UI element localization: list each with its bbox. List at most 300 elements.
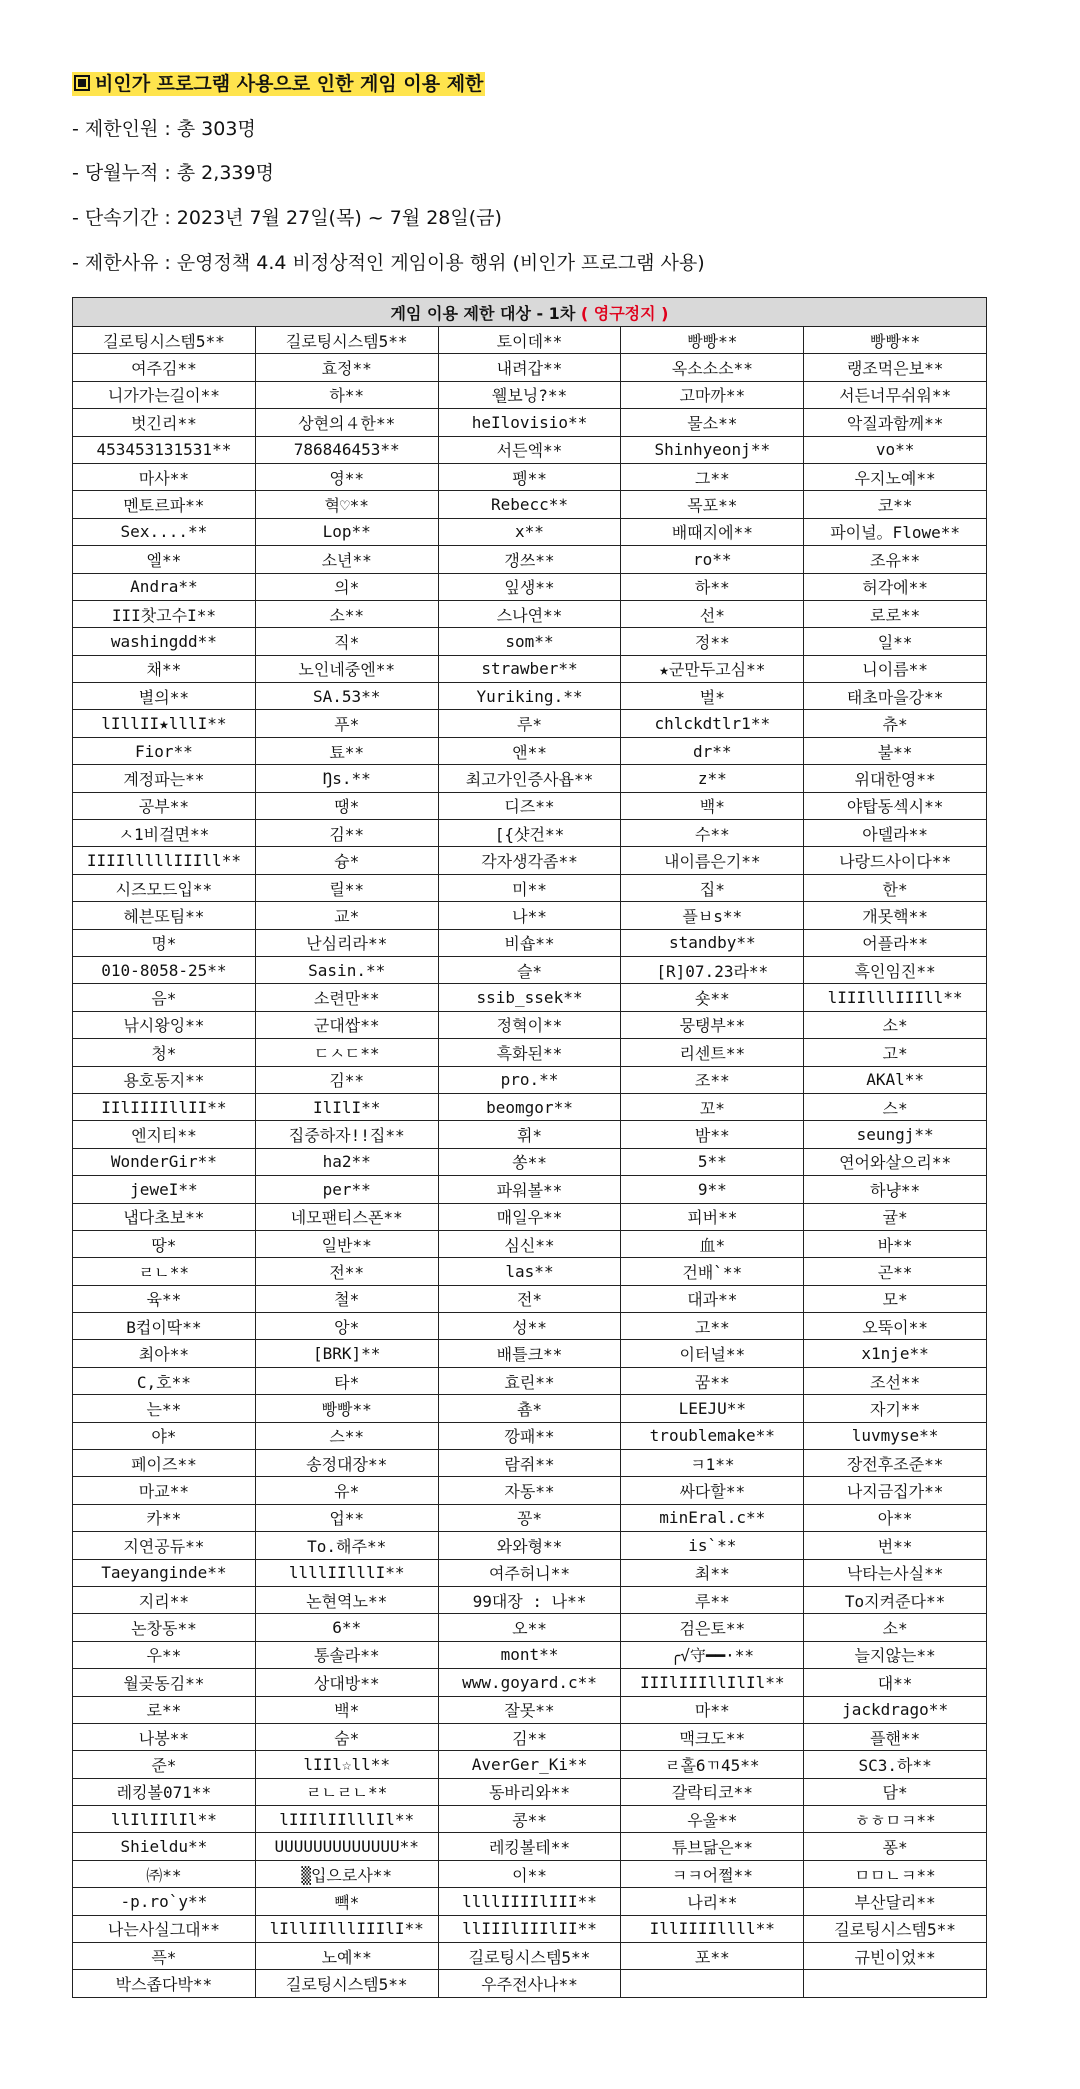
table-cell: AKAl**	[804, 1066, 987, 1093]
table-cell: Shieldu**	[73, 1833, 256, 1860]
table-cell: 고마까**	[621, 381, 804, 408]
table-cell: 유*	[255, 1477, 438, 1504]
table-cell: UUUUUUUUUUUUU**	[255, 1833, 438, 1860]
table-cell: [BRK]**	[255, 1340, 438, 1367]
table-row	[73, 1148, 987, 1175]
table-row	[73, 546, 987, 573]
table-row	[73, 1559, 987, 1586]
table-cell: 집중하자!!집**	[255, 1121, 438, 1148]
table-cell: x1nje**	[804, 1340, 987, 1367]
table-cell: 오**	[438, 1614, 621, 1641]
table-cell: 최고가인증사욥**	[438, 765, 621, 792]
table-row	[73, 1833, 987, 1860]
table-cell: 웰보닝?**	[438, 381, 621, 408]
table-cell: 영**	[255, 463, 438, 490]
table-cell: To.해주**	[255, 1532, 438, 1559]
table-row	[73, 1313, 987, 1340]
table-cell: 길로팅시스템5**	[255, 327, 438, 354]
table-cell: 길로팅시스템5**	[438, 1943, 621, 1970]
table-cell: 길로팅시스템5**	[255, 1970, 438, 1997]
table-cell: 오뚝이**	[804, 1313, 987, 1340]
table-cell: Yuriking.**	[438, 683, 621, 710]
table-cell: 소*	[804, 1614, 987, 1641]
table-cell: 한*	[804, 874, 987, 901]
table-cell: 이**	[438, 1860, 621, 1887]
table-cell: 릴**	[255, 874, 438, 901]
table-cell: 플핸**	[804, 1723, 987, 1750]
table-cell: 모*	[804, 1285, 987, 1312]
table-cell: 채**	[73, 655, 256, 682]
table-row	[73, 1176, 987, 1203]
table-cell: seungj**	[804, 1121, 987, 1148]
table-cell: 펭**	[438, 463, 621, 490]
table-cell: 숏**	[621, 984, 804, 1011]
table-cell: IlIlI**	[255, 1093, 438, 1120]
notice-title	[72, 72, 485, 96]
table-cell: 연어와살으리**	[804, 1148, 987, 1175]
table-cell: lIIIlIIlllIl**	[255, 1806, 438, 1833]
table-cell: chlckdtlr1**	[621, 710, 804, 737]
table-cell: 바**	[804, 1230, 987, 1257]
table-row	[73, 1614, 987, 1641]
table-cell: 소**	[255, 600, 438, 627]
table-cell: 하**	[621, 573, 804, 600]
table-cell: 정**	[621, 628, 804, 655]
table-cell: 슬*	[438, 956, 621, 983]
table-cell: 계정파는**	[73, 765, 256, 792]
table-cell: beomgor**	[438, 1093, 621, 1120]
table-cell: 네모팬티스폰**	[255, 1203, 438, 1230]
table-row	[73, 518, 987, 545]
table-cell: III찻고수I**	[73, 600, 256, 627]
table-cell: Fior**	[73, 737, 256, 764]
table-cell: 교*	[255, 902, 438, 929]
table-cell: 배때지에**	[621, 518, 804, 545]
table-row	[73, 409, 987, 436]
table-cell: [{샷건**	[438, 820, 621, 847]
table-cell: 춈*	[438, 1395, 621, 1422]
table-row	[73, 792, 987, 819]
table-cell: llIIIlIIIlII**	[438, 1915, 621, 1942]
table-cell: 픅*	[73, 1943, 256, 1970]
table-cell: 악질과함께**	[804, 409, 987, 436]
table-cell: 내려갑**	[438, 354, 621, 381]
table-cell: 소년**	[255, 546, 438, 573]
table-cell: 나리**	[621, 1888, 804, 1915]
table-cell: 의*	[255, 573, 438, 600]
table-cell: 어플라**	[804, 929, 987, 956]
table-cell: 야*	[73, 1422, 256, 1449]
table-cell: 월곶동김**	[73, 1669, 256, 1696]
table-cell	[621, 1970, 804, 1997]
table-row	[73, 436, 987, 463]
table-cell: 혁♡**	[255, 491, 438, 518]
table-cell: ㅋㅋ어쩔**	[621, 1860, 804, 1887]
table-cell: 통솔라**	[255, 1641, 438, 1668]
table-cell: 9**	[621, 1176, 804, 1203]
table-cell: 동바리와**	[438, 1778, 621, 1805]
table-cell: 빵빵**	[255, 1395, 438, 1422]
table-cell: 스나연**	[438, 600, 621, 627]
table-row	[73, 1915, 987, 1942]
table-row	[73, 1258, 987, 1285]
table-cell: 파이널。Flowe**	[804, 518, 987, 545]
table-cell: 성**	[438, 1313, 621, 1340]
table-cell: 길로팅시스템5**	[804, 1915, 987, 1942]
table-row	[73, 1066, 987, 1093]
table-row	[73, 491, 987, 518]
table-header-row	[73, 298, 987, 327]
table-cell: ▒입으로사**	[255, 1860, 438, 1887]
table-cell: 밤**	[621, 1121, 804, 1148]
table-cell: 잘못**	[438, 1696, 621, 1723]
table-row	[73, 737, 987, 764]
table-row	[73, 573, 987, 600]
table-cell: 로**	[73, 1696, 256, 1723]
table-cell: 그**	[621, 463, 804, 490]
table-cell: 시즈모드입**	[73, 874, 256, 901]
table-cell: 난심리라**	[255, 929, 438, 956]
table-cell: 부산달리**	[804, 1888, 987, 1915]
info-monthly-total: - 당월누적 : 총 2,339명	[72, 162, 274, 184]
table-cell: 상현의４한**	[255, 409, 438, 436]
table-cell: 흑인임진**	[804, 956, 987, 983]
table-cell: 타*	[255, 1367, 438, 1394]
table-cell: 페이즈**	[73, 1450, 256, 1477]
table-row	[73, 1532, 987, 1559]
table-cell: 파워볼**	[438, 1176, 621, 1203]
table-cell: 453453131531**	[73, 436, 256, 463]
table-cell: B컵이딱**	[73, 1313, 256, 1340]
table-cell: 쏭**	[438, 1148, 621, 1175]
table-cell: 청*	[73, 1039, 256, 1066]
table-cell: 아**	[804, 1504, 987, 1531]
table-cell: 일**	[804, 628, 987, 655]
table-cell: 김**	[255, 1066, 438, 1093]
table-row	[73, 902, 987, 929]
table-cell: Sex....**	[73, 518, 256, 545]
table-cell: 나랑드사이다**	[804, 847, 987, 874]
table-cell: 휘*	[438, 1121, 621, 1148]
table-cell: 스*	[804, 1093, 987, 1120]
table-cell: is`**	[621, 1532, 804, 1559]
table-cell: 박스좁다박**	[73, 1970, 256, 1997]
table-cell: 루*	[438, 710, 621, 737]
table-cell: per**	[255, 1176, 438, 1203]
table-cell: 각자생각좀**	[438, 847, 621, 874]
table-cell: 벗긴리**	[73, 409, 256, 436]
table-cell: 효정**	[255, 354, 438, 381]
table-cell: 잎생**	[438, 573, 621, 600]
info-restricted-count: - 제한인원 : 총 303명	[72, 118, 256, 140]
table-cell: 명*	[73, 929, 256, 956]
table-cell: AverGer_Ki**	[438, 1751, 621, 1778]
table-cell: 최아**	[73, 1340, 256, 1367]
table-cell: 소*	[804, 1011, 987, 1038]
table-cell: 목포**	[621, 491, 804, 518]
table-cell: 99대장 : 나**	[438, 1586, 621, 1613]
table-cell: 낚시왕잉**	[73, 1011, 256, 1038]
table-cell: 멘토르파**	[73, 491, 256, 518]
table-cell: som**	[438, 628, 621, 655]
table-cell: 나지금집가**	[804, 1477, 987, 1504]
table-cell: 소련만**	[255, 984, 438, 1011]
table-cell: 뭉탱부**	[621, 1011, 804, 1038]
info-enforcement-period: - 단속기간 : 2023년 7월 27일(목) ~ 7월 28일(금)	[72, 207, 502, 229]
table-cell: C,호**	[73, 1367, 256, 1394]
table-cell: 정혁이**	[438, 1011, 621, 1038]
table-cell: llllIIlllI**	[255, 1559, 438, 1586]
table-cell: 리센트**	[621, 1039, 804, 1066]
table-cell: 콩**	[438, 1806, 621, 1833]
table-cell: 공부**	[73, 792, 256, 819]
table-cell: 조선**	[804, 1367, 987, 1394]
table-cell: 랭조먹은보**	[804, 354, 987, 381]
table-cell: 물소**	[621, 409, 804, 436]
table-cell: 토이데**	[438, 327, 621, 354]
table-cell: x**	[438, 518, 621, 545]
table-row	[73, 1669, 987, 1696]
table-cell: luvmyse**	[804, 1422, 987, 1449]
table-cell: 노인네중엔**	[255, 655, 438, 682]
table-cell: 자기**	[804, 1395, 987, 1422]
table-row	[73, 1285, 987, 1312]
table-cell: 血*	[621, 1230, 804, 1257]
table-cell: 피버**	[621, 1203, 804, 1230]
table-cell: 업**	[255, 1504, 438, 1531]
table-cell: 장전후조준**	[804, 1450, 987, 1477]
table-cell: lIIIlllIIIll**	[804, 984, 987, 1011]
table-cell: 꽁*	[438, 1504, 621, 1531]
table-cell: 6**	[255, 1614, 438, 1641]
table-row	[73, 1422, 987, 1449]
permanent-ban-label: ( 영구정지 )	[580, 303, 669, 323]
table-cell: 효린**	[438, 1367, 621, 1394]
table-cell: 서든너무쉬워**	[804, 381, 987, 408]
table-cell: -p.ro`y**	[73, 1888, 256, 1915]
table-cell: 갈락티코**	[621, 1778, 804, 1805]
table-cell: 로로**	[804, 600, 987, 627]
table-cell: 헤븐또팀**	[73, 902, 256, 929]
restriction-table	[72, 297, 987, 1998]
table-cell: 담*	[804, 1778, 987, 1805]
table-cell: dr**	[621, 737, 804, 764]
table-cell: jackdrago**	[804, 1696, 987, 1723]
table-header	[73, 298, 987, 327]
table-row	[73, 1450, 987, 1477]
table-cell: 매일우**	[438, 1203, 621, 1230]
table-cell: 규빈이었**	[804, 1943, 987, 1970]
table-cell: 우주전사나**	[438, 1970, 621, 1997]
table-cell: 나**	[438, 902, 621, 929]
table-cell: Shinhyeonj**	[621, 436, 804, 463]
table-row	[73, 1723, 987, 1750]
table-cell: www.goyard.c**	[438, 1669, 621, 1696]
table-cell: ㅎㅎㅁㅋ**	[804, 1806, 987, 1833]
table-cell: 번**	[804, 1532, 987, 1559]
table-cell: 여주허니**	[438, 1559, 621, 1586]
table-header-label: 게임 이용 제한 대상 - 1차	[390, 303, 576, 323]
table-row	[73, 1586, 987, 1613]
table-row	[73, 1203, 987, 1230]
table-row	[73, 929, 987, 956]
table-cell: mont**	[438, 1641, 621, 1668]
table-cell: ro**	[621, 546, 804, 573]
table-cell: 준*	[73, 1751, 256, 1778]
table-cell: 툐**	[255, 737, 438, 764]
table-cell: 대**	[804, 1669, 987, 1696]
table-row	[73, 1806, 987, 1833]
table-cell: 김**	[255, 820, 438, 847]
table-cell: 비숍**	[438, 929, 621, 956]
table-cell: 위대한영**	[804, 765, 987, 792]
table-cell: 내이름은기**	[621, 847, 804, 874]
table-row	[73, 683, 987, 710]
table-cell: 조**	[621, 1066, 804, 1093]
table-row	[73, 984, 987, 1011]
table-cell: 옥소소소**	[621, 354, 804, 381]
table-cell: 일반**	[255, 1230, 438, 1257]
table-cell: pro.**	[438, 1066, 621, 1093]
table-cell: IIlIIIIllII**	[73, 1093, 256, 1120]
table-cell: 길로팅시스템5**	[73, 327, 256, 354]
table-cell: 백*	[621, 792, 804, 819]
table-cell: Ŋs.**	[255, 765, 438, 792]
table-cell: 심신**	[438, 1230, 621, 1257]
table-cell: To지켜준다**	[804, 1586, 987, 1613]
table-cell: ㄹㄴㄹㄴ**	[255, 1778, 438, 1805]
table-row	[73, 1970, 987, 1997]
table-cell: 이터널**	[621, 1340, 804, 1367]
table-cell: 퐁*	[804, 1833, 987, 1860]
table-cell: 010-8058-25**	[73, 956, 256, 983]
table-row	[73, 1751, 987, 1778]
table-cell: 귤*	[804, 1203, 987, 1230]
table-row	[73, 463, 987, 490]
table-cell: WonderGir**	[73, 1148, 256, 1175]
table-cell: 숨*	[255, 1723, 438, 1750]
table-row	[73, 1477, 987, 1504]
table-cell: 대과**	[621, 1285, 804, 1312]
table-cell: ㄹㄴ**	[73, 1258, 256, 1285]
table-cell: 최**	[621, 1559, 804, 1586]
table-cell: 스**	[255, 1422, 438, 1449]
table-row	[73, 1367, 987, 1394]
table-cell: 와와형**	[438, 1532, 621, 1559]
table-row	[73, 1011, 987, 1038]
table-cell: 상대방**	[255, 1669, 438, 1696]
notice-title-text: 비인가 프로그램 사용으로 인한 게임 이용 제한	[95, 73, 484, 95]
table-cell: IIIlIIIllIlIl**	[621, 1669, 804, 1696]
table-row	[73, 1395, 987, 1422]
table-cell: 땅*	[73, 1230, 256, 1257]
table-cell: z**	[621, 765, 804, 792]
table-cell: 논현역노**	[255, 1586, 438, 1613]
table-cell: 태초마을강**	[804, 683, 987, 710]
table-cell: 우**	[73, 1641, 256, 1668]
table-cell: strawber**	[438, 655, 621, 682]
table-cell: 수**	[621, 820, 804, 847]
table-cell: 빵빵**	[804, 327, 987, 354]
table-cell: 나는사실그대**	[73, 1915, 256, 1942]
table-row	[73, 1696, 987, 1723]
table-cell: 송정대장**	[255, 1450, 438, 1477]
table-cell: 전*	[438, 1285, 621, 1312]
table-cell: ㈜**	[73, 1860, 256, 1887]
table-cell: 선*	[621, 600, 804, 627]
table-cell: 김**	[438, 1723, 621, 1750]
table-cell: 논창동**	[73, 1614, 256, 1641]
table-row	[73, 600, 987, 627]
table-cell: 조유**	[804, 546, 987, 573]
table-cell: 군대쌉**	[255, 1011, 438, 1038]
table-cell: 루**	[621, 1586, 804, 1613]
table-cell: ㄹ홀6ㄲ45**	[621, 1751, 804, 1778]
table-cell: 흑화된**	[438, 1039, 621, 1066]
table-row	[73, 1340, 987, 1367]
table-cell: 노예**	[255, 1943, 438, 1970]
table-cell: 빽*	[255, 1888, 438, 1915]
table-row	[73, 327, 987, 354]
table-row	[73, 1860, 987, 1887]
table-cell: 하**	[255, 381, 438, 408]
table-row	[73, 354, 987, 381]
table-cell: 건배`**	[621, 1258, 804, 1285]
table-cell: ㅅ1비걸면**	[73, 820, 256, 847]
table-cell: 개못핵**	[804, 902, 987, 929]
table-row	[73, 1121, 987, 1148]
info-restriction-reason: - 제한사유 : 운영정책 4.4 비정상적인 게임이용 행위 (비인가 프로그램 사용)	[72, 252, 705, 274]
table-cell: 하냥**	[804, 1176, 987, 1203]
table-cell: 배틀크**	[438, 1340, 621, 1367]
table-cell: 플ㅂs**	[621, 902, 804, 929]
table-cell: 전**	[255, 1258, 438, 1285]
table-cell: 냅다초보**	[73, 1203, 256, 1230]
table-cell: 불**	[804, 737, 987, 764]
table-cell: 빵빵**	[621, 327, 804, 354]
table-cell: 여주김**	[73, 354, 256, 381]
table-row	[73, 710, 987, 737]
table-cell: 코**	[804, 491, 987, 518]
table-cell: Rebecc**	[438, 491, 621, 518]
table-cell: 엔지티**	[73, 1121, 256, 1148]
table-cell: ㅋ1**	[621, 1450, 804, 1477]
table-cell: 앤**	[438, 737, 621, 764]
table-cell: [R]07.23라**	[621, 956, 804, 983]
table-cell: lIllII★lllI**	[73, 710, 256, 737]
table-cell: 육**	[73, 1285, 256, 1312]
table-cell: 갱쓰**	[438, 546, 621, 573]
square-bullet-icon	[74, 75, 90, 91]
table-cell: 푸*	[255, 710, 438, 737]
table-cell: 검은토**	[621, 1614, 804, 1641]
table-cell: ㄷㅅㄷ**	[255, 1039, 438, 1066]
table-cell: 별의**	[73, 683, 256, 710]
table-cell: 마교**	[73, 1477, 256, 1504]
table-cell: 람쥐**	[438, 1450, 621, 1477]
table-cell: Taeyanginde**	[73, 1559, 256, 1586]
table-cell: 는**	[73, 1395, 256, 1422]
table-cell: washingdd**	[73, 628, 256, 655]
table-row	[73, 1641, 987, 1668]
table-cell: 미**	[438, 874, 621, 901]
table-row	[73, 628, 987, 655]
table-cell: Lop**	[255, 518, 438, 545]
table-row	[73, 956, 987, 983]
table-cell: 튜브닮은**	[621, 1833, 804, 1860]
table-cell: jeweI**	[73, 1176, 256, 1203]
table-cell: ㅁㅁㄴㅋ**	[804, 1860, 987, 1887]
